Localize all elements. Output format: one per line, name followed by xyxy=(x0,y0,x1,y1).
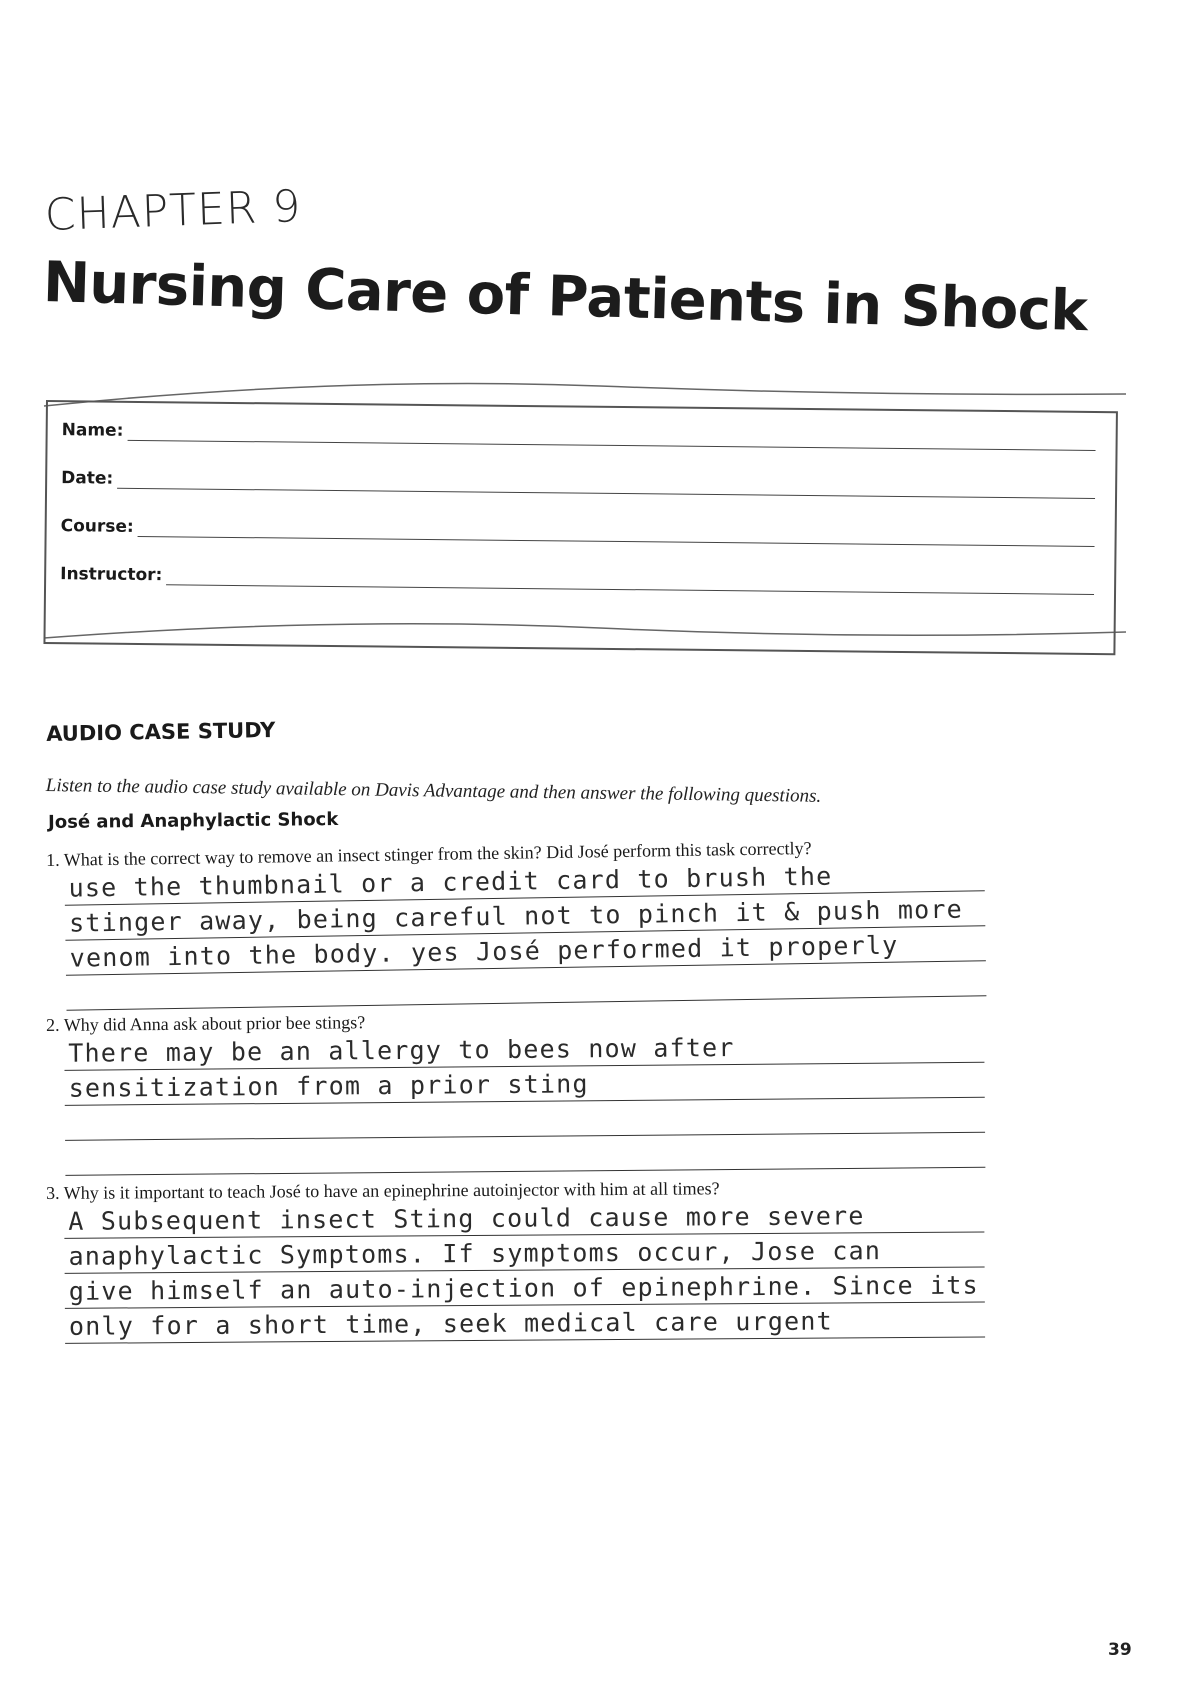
date-field[interactable] xyxy=(61,458,1095,499)
date-line[interactable] xyxy=(117,470,1095,499)
section-heading: AUDIO CASE STUDY xyxy=(46,718,276,746)
date-label: Date: xyxy=(61,468,114,489)
name-label: Name: xyxy=(61,420,124,441)
question-text: 2. Why did Anna ask about prior bee stings? xyxy=(46,1012,366,1035)
handwritten-answer: only for a short time, seek medical care urgent xyxy=(68,1306,833,1341)
name-field[interactable] xyxy=(62,410,1096,451)
answer-line[interactable] xyxy=(65,1133,985,1176)
instructor-line[interactable] xyxy=(166,566,1094,595)
chapter-title: Nursing Care of Patients in Shock xyxy=(42,250,1089,345)
course-field[interactable] xyxy=(61,506,1095,547)
handwritten-answer: anaphylactic Symptoms. If symptoms occur, Jose can xyxy=(68,1236,882,1271)
handwritten-answer: A Subsequent insect Sting could cause more severe xyxy=(68,1201,865,1236)
section-instructions: Listen to the audio case study available on Davis Advantage and then answer the following questions. xyxy=(45,775,822,807)
page-number: 39 xyxy=(1108,1640,1132,1660)
question-2 xyxy=(46,1007,987,1176)
student-info-box xyxy=(43,400,1117,655)
answer-line[interactable] xyxy=(65,1302,985,1343)
chapter-label: CHAPTER 9 xyxy=(44,181,303,241)
case-subheading: José and Anaphylactic Shock xyxy=(48,808,339,833)
handwritten-answer: stinger away, being careful not to pinch it & push more xyxy=(68,894,964,938)
handwritten-answer: use the thumbnail or a credit card to brush the xyxy=(68,861,833,903)
handwritten-answer: give himself an auto-injection of epinephrine. Since its xyxy=(68,1270,979,1306)
course-label: Course: xyxy=(60,516,134,537)
handwritten-answer: venom into the body. yes José performed it properly xyxy=(69,930,899,973)
handwritten-answer: There may be an allergy to bees now after xyxy=(68,1032,735,1068)
course-line[interactable] xyxy=(138,518,1095,547)
handwritten-answer: sensitization from a prior sting xyxy=(68,1069,589,1103)
answer-area[interactable] xyxy=(64,1028,985,1176)
question-1 xyxy=(46,835,988,1011)
question-text: 1. What is the correct way to remove an insect stinger from the skin? Did José perform this task correctly? xyxy=(46,837,812,870)
question-text: 3. Why is it important to teach José to have an epinephrine autoinjector with him at all times? xyxy=(46,1178,720,1203)
question-3 xyxy=(46,1176,987,1344)
instructor-field[interactable] xyxy=(60,554,1094,595)
name-line[interactable] xyxy=(127,422,1095,451)
instructor-label: Instructor: xyxy=(60,564,163,586)
answer-area[interactable] xyxy=(64,1197,985,1343)
answer-area[interactable] xyxy=(64,856,986,1010)
